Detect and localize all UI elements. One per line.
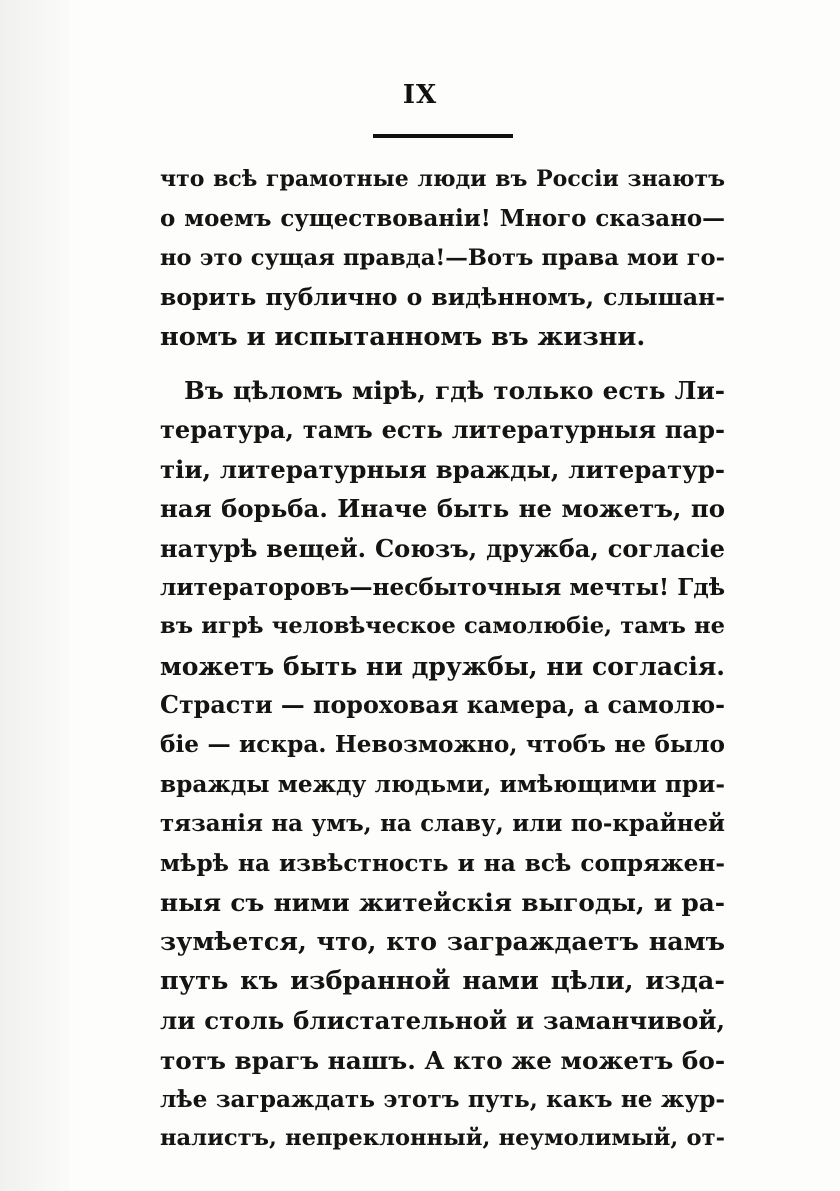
page-edge-shadow [0,0,70,1191]
text-line: тотъ врагъ нашъ. А кто же можетъ бо- [160,1045,726,1075]
text-line: налистъ, непреклонный, неумолимый, от- [160,1125,725,1152]
text-line: но это сущая правда!—Вотъ права мои го- [160,244,725,271]
text-line: ли столь блистательной и заманчивой, [160,1006,725,1036]
paragraph-2 [160,371,725,1159]
text-line: біе — искра. Невозможно, чтобъ не было [160,731,725,759]
text-line: путь къ избранной нами цѣли, изда- [160,965,725,996]
text-line: номъ и испытанномъ въ жизни. [160,321,646,352]
page-number: IX [402,80,438,110]
body-text [160,160,725,1159]
text-line: Страсти — пороховая камера, а самолю- [160,691,725,720]
text-line: ворить публично о видѣнномъ, слышан- [160,283,725,312]
text-line: въ игрѣ человѣческое самолюбіе, тамъ не [160,613,725,640]
text-line: мѣрѣ на извѣстность и на всѣ сопряжен- [160,849,725,877]
text-line: можетъ быть ни дружбы, ни согласія. [160,651,725,681]
text-line: ныя съ ними житейскія выгоды, и ра- [160,888,725,918]
text-line: натурѣ вещей. Союзъ, дружба, согласіе [160,533,725,563]
paragraph-1 [160,160,725,357]
text-line: тература, тамъ есть литературныя пар- [160,415,725,445]
text-line: Въ цѣломъ мірѣ, гдѣ только есть Ли- [184,375,725,405]
text-line: о моемъ существованіи! Много сказано— [160,205,725,233]
text-line: литераторовъ—несбыточныя мечты! Гдѣ [160,573,725,601]
text-line: тязанія на умъ, на славу, или по-крайней [160,810,725,838]
text-line: ная борьба. Иначе быть не можетъ, по [160,494,725,524]
text-line: что всѣ грамотные люди въ Россіи знаютъ [160,166,725,192]
header-rule [373,134,513,138]
text-line: зумѣется, что, кто заграждаетъ намъ [160,926,725,957]
text-line: вражды между людьми, имѣющими при- [160,770,725,798]
text-line: тіи, литературныя вражды, литератур- [160,454,725,484]
text-line: лѣе заграждать этотъ путь, какъ не жур- [160,1085,725,1113]
